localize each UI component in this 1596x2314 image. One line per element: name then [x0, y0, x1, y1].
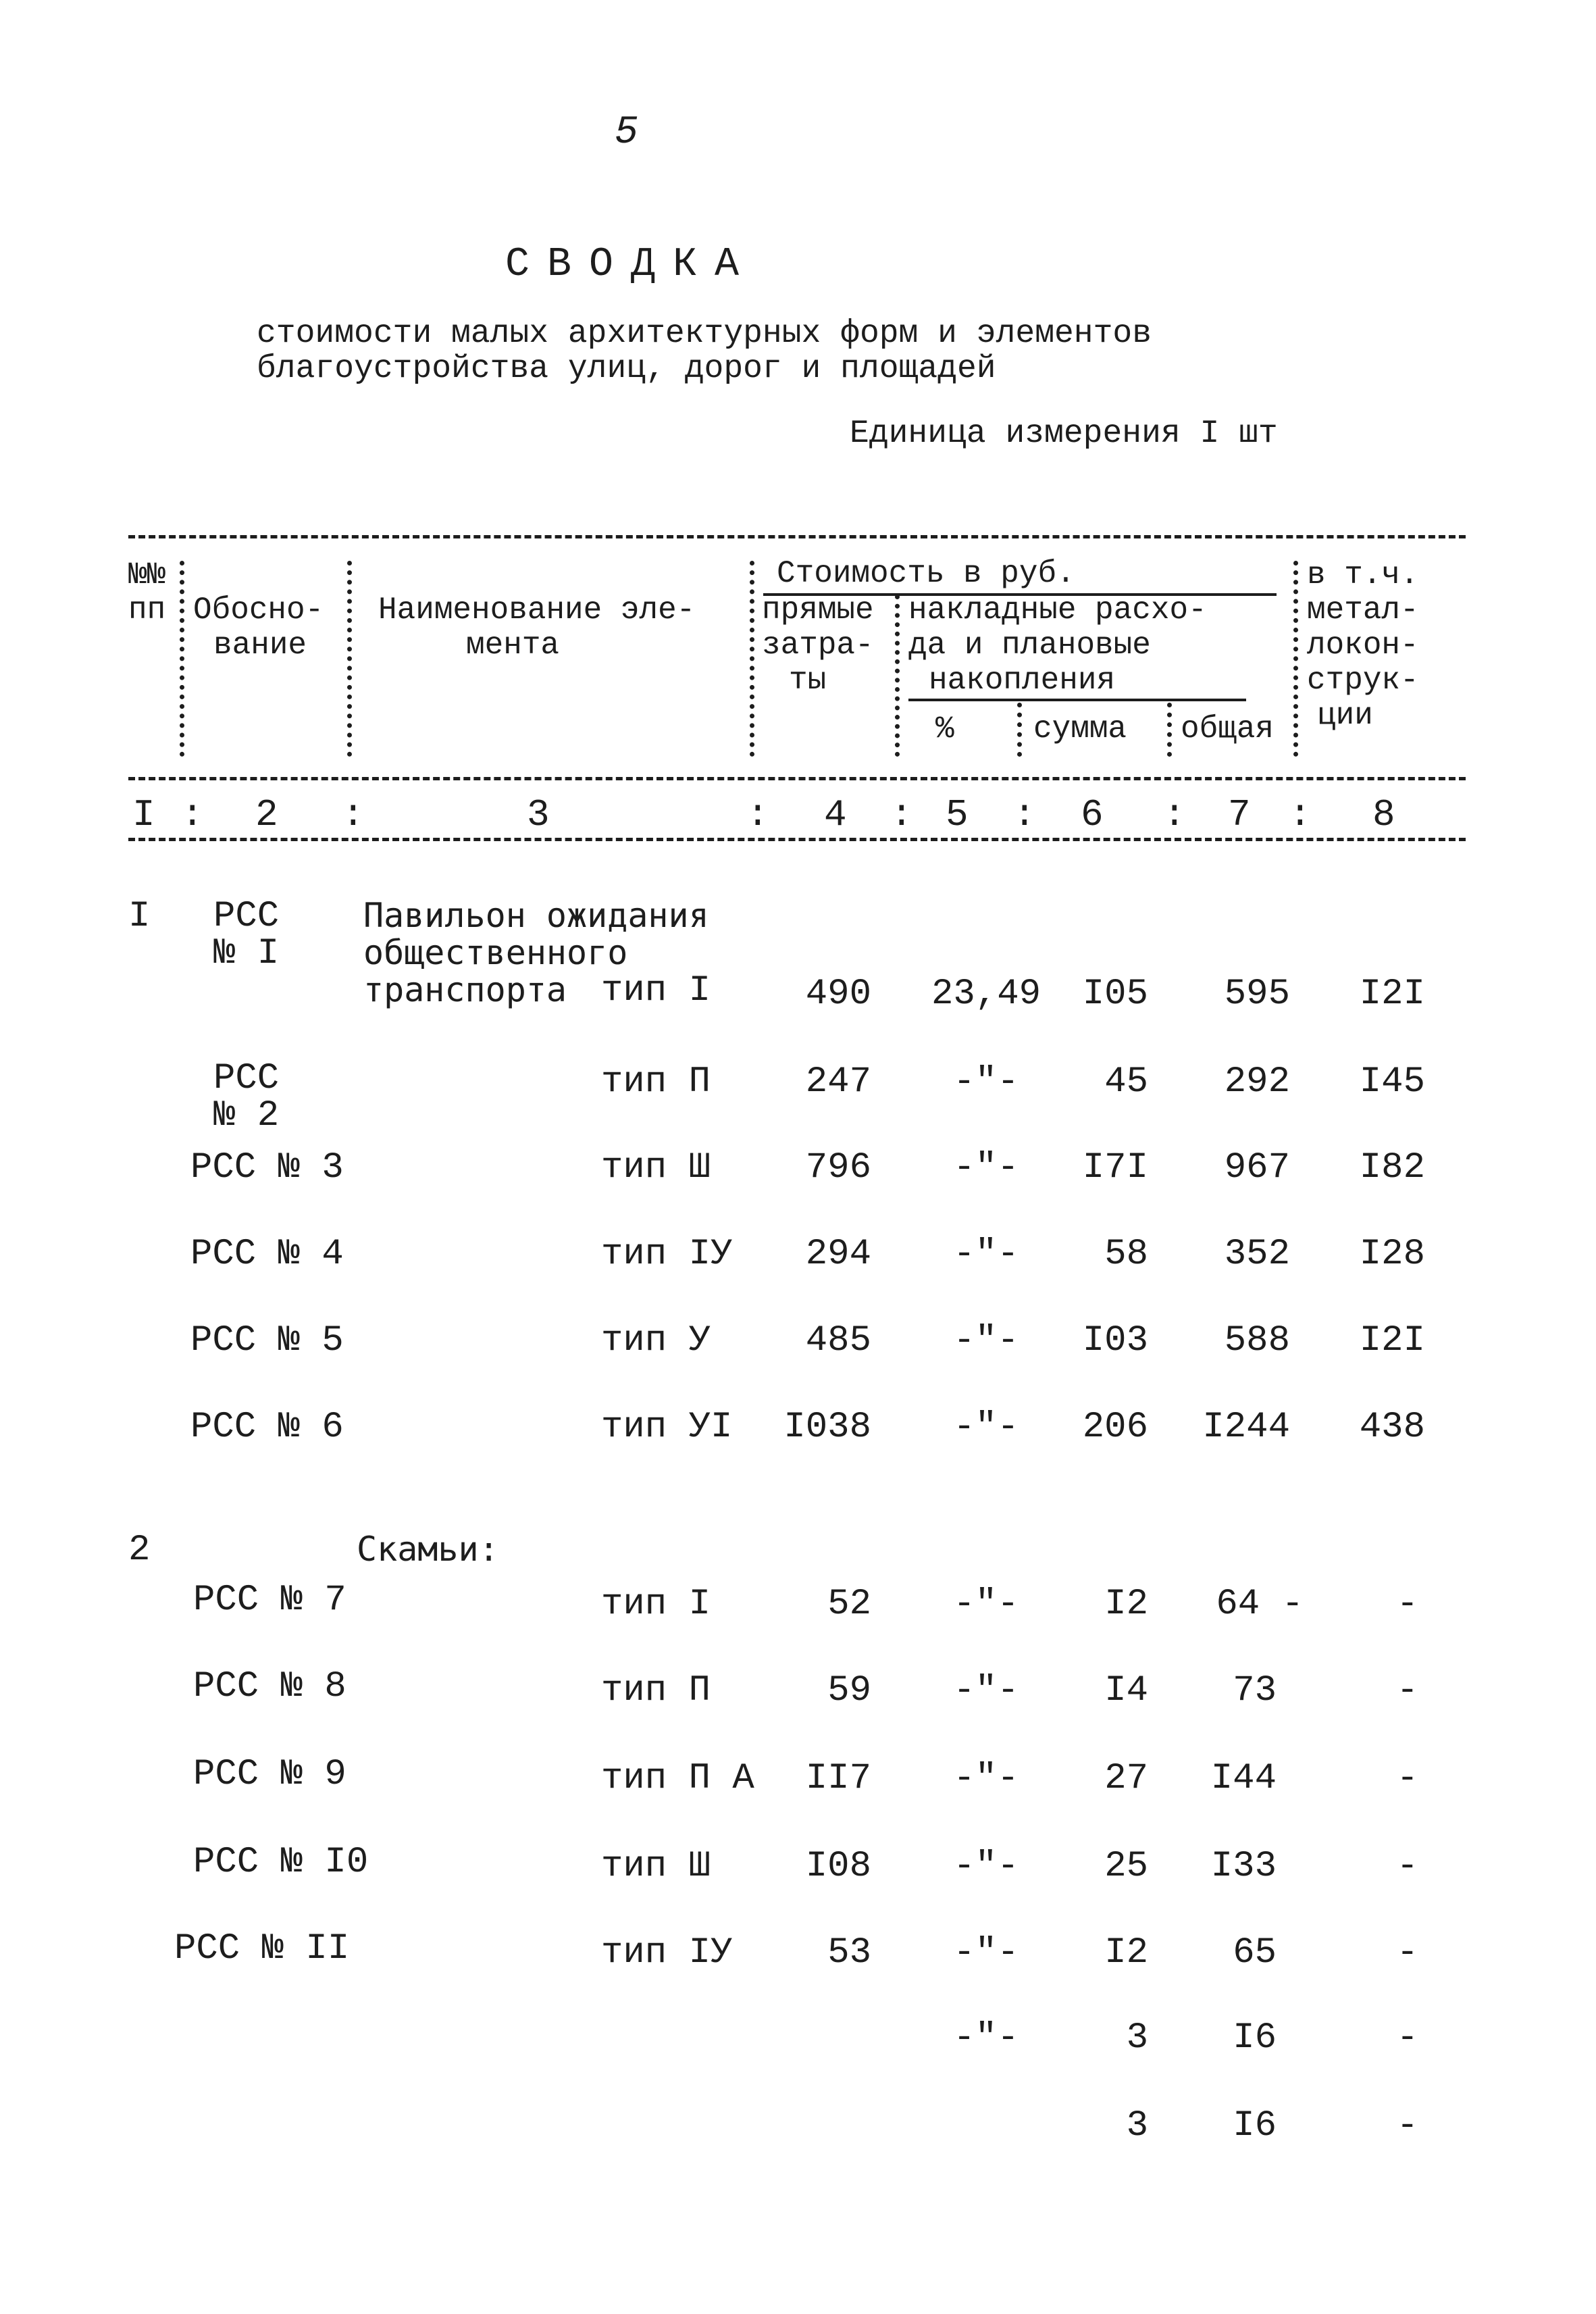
document-title: СВОДКА	[505, 242, 757, 288]
header-bottom-rule	[128, 777, 1466, 780]
section-name-line2: общественного	[363, 933, 628, 972]
row-percent: -"-	[953, 1061, 1019, 1103]
row-metal: -	[1396, 1670, 1418, 1711]
row-sum: 58	[1104, 1234, 1148, 1275]
row-sum: I2	[1104, 1584, 1148, 1625]
row-sum: I7I	[1082, 1147, 1148, 1188]
column-number: I	[132, 793, 155, 836]
row-total: 595	[1224, 974, 1290, 1015]
row-basis: № I	[213, 933, 280, 974]
row-percent: -"-	[953, 1670, 1019, 1711]
section-name-line1: Павильон ожидания	[363, 896, 709, 935]
column-number-separator: :	[1013, 793, 1036, 836]
row-total: I44	[1210, 1758, 1277, 1799]
row-basis: РСС № 9	[193, 1754, 346, 1795]
row-basis: РСС № 4	[190, 1234, 344, 1275]
row-metal: -	[1396, 2105, 1418, 2146]
row-direct-cost: 52	[827, 1584, 871, 1625]
row-basis: РСС № 3	[190, 1147, 344, 1188]
header-col1-line1: №№	[128, 557, 166, 593]
row-metal: -	[1396, 1758, 1418, 1799]
row-basis: РСС	[213, 1058, 280, 1099]
row-total: 64 -	[1216, 1584, 1304, 1625]
header-separator	[1017, 703, 1022, 757]
column-number-separator: :	[342, 793, 365, 836]
header-col8-line4: струк-	[1307, 663, 1419, 698]
row-total: 292	[1224, 1061, 1290, 1103]
header-cost-group: Стоимость в руб.	[777, 556, 1075, 591]
row-sum: I4	[1104, 1670, 1148, 1711]
header-col2-line1: Обосно-	[193, 593, 324, 628]
section-number: 2	[128, 1530, 151, 1571]
header-col2-line2: вание	[213, 628, 307, 663]
header-col6: сумма	[1033, 711, 1127, 747]
row-total: I33	[1210, 1846, 1277, 1887]
row-metal: 438	[1359, 1407, 1425, 1448]
unit-of-measure: Единица измерения I шт	[850, 416, 1278, 452]
row-type: тип УI	[601, 1407, 733, 1448]
row-type: тип I	[601, 970, 711, 1011]
row-type: тип П А	[601, 1758, 754, 1799]
row-type: тип I	[601, 1584, 711, 1625]
row-metal: -	[1396, 2017, 1418, 2059]
page-number: 5	[615, 111, 638, 155]
column-number-rule	[128, 838, 1466, 841]
header-col8-line1: в т.ч.	[1307, 557, 1419, 593]
section-name: Скамьи:	[357, 1530, 499, 1569]
row-metal: I2I	[1359, 1320, 1425, 1361]
subtitle-line-1: стоимости малых архитектурных форм и элементов	[257, 316, 1152, 352]
column-number: 7	[1228, 793, 1251, 836]
column-number-separator: :	[746, 793, 769, 836]
row-basis: РСС № II	[174, 1928, 350, 1969]
row-total: I6	[1233, 2105, 1277, 2146]
row-percent: -"-	[953, 2017, 1019, 2059]
column-number: 4	[824, 793, 847, 836]
header-col8-line2: метал-	[1307, 593, 1419, 628]
header-overhead-line2: да и плановые	[908, 628, 1151, 663]
row-sum: 45	[1104, 1061, 1148, 1103]
column-number: 5	[946, 793, 969, 836]
header-col4-line2: затра-	[762, 628, 874, 663]
row-total: 588	[1224, 1320, 1290, 1361]
row-sum: 3	[1126, 2017, 1148, 2059]
row-metal: -	[1396, 1846, 1418, 1887]
column-number-separator: :	[1289, 793, 1312, 836]
row-percent: -"-	[953, 1407, 1019, 1448]
section-number: I	[128, 896, 151, 937]
row-type: тип П	[601, 1061, 711, 1103]
row-type: тип IУ	[601, 1234, 733, 1275]
row-sum: 206	[1082, 1407, 1148, 1448]
row-type: тип П	[601, 1670, 711, 1711]
row-basis: РСС № 6	[190, 1407, 344, 1448]
row-percent: -"-	[953, 1932, 1019, 1973]
column-number: 8	[1372, 793, 1395, 836]
row-percent: -"-	[953, 1320, 1019, 1361]
row-percent: -"-	[953, 1758, 1019, 1799]
row-type: тип Ш	[601, 1846, 711, 1887]
header-col3-line2: мента	[466, 628, 560, 663]
row-metal: -	[1396, 1932, 1418, 1973]
row-sum: I2	[1104, 1932, 1148, 1973]
row-basis: РСС № 5	[190, 1320, 344, 1361]
row-direct-cost: 490	[805, 974, 871, 1015]
header-col3-line1: Наименование эле-	[378, 593, 696, 628]
row-total: I244	[1202, 1407, 1290, 1448]
header-separator	[895, 595, 900, 757]
row-direct-cost: I08	[805, 1846, 871, 1887]
header-col7: общая	[1181, 711, 1275, 747]
row-metal: I2I	[1359, 974, 1425, 1015]
row-direct-cost: II7	[805, 1758, 871, 1799]
row-sum: I05	[1082, 974, 1148, 1015]
row-direct-cost: I038	[783, 1407, 871, 1448]
row-sum: 27	[1104, 1758, 1148, 1799]
row-type: тип Ш	[601, 1147, 711, 1188]
row-direct-cost: 485	[805, 1320, 871, 1361]
header-separator	[347, 561, 352, 757]
row-metal: I28	[1359, 1234, 1425, 1275]
header-overhead-line1: накладные расхо-	[908, 593, 1207, 628]
column-number: 2	[255, 793, 278, 836]
row-total: I6	[1233, 2017, 1277, 2059]
row-total: 65	[1233, 1932, 1277, 1973]
row-direct-cost: 53	[827, 1932, 871, 1973]
header-col4-line1: прямые	[762, 593, 874, 628]
column-number: 6	[1081, 793, 1104, 836]
subtitle-line-2: благоустройства улиц, дорог и площадей	[257, 351, 996, 387]
header-col4-line3: ты	[789, 663, 827, 698]
row-percent: -"-	[953, 1584, 1019, 1625]
row-percent: -"-	[953, 1846, 1019, 1887]
row-percent: 23,49	[931, 974, 1041, 1015]
column-number-separator: :	[181, 793, 204, 836]
column-number-separator: :	[890, 793, 913, 836]
row-sum: 3	[1126, 2105, 1148, 2146]
row-basis: РСС № I0	[193, 1842, 369, 1883]
header-col1-line2: пп	[128, 593, 166, 628]
row-direct-cost: 59	[827, 1670, 871, 1711]
column-number-separator: :	[1163, 793, 1186, 836]
row-basis: № 2	[213, 1095, 280, 1136]
row-metal: I45	[1359, 1061, 1425, 1103]
column-number: 3	[527, 793, 550, 836]
row-basis: РСС № 7	[193, 1580, 346, 1621]
row-sum: I03	[1082, 1320, 1148, 1361]
overhead-group-underline	[908, 699, 1246, 701]
row-basis: РСС	[213, 896, 280, 937]
header-overhead-line3: накопления	[929, 663, 1116, 698]
row-total: 73	[1233, 1670, 1277, 1711]
row-direct-cost: 294	[805, 1234, 871, 1275]
row-percent: -"-	[953, 1147, 1019, 1188]
row-type: тип У	[601, 1320, 711, 1361]
header-separator	[1293, 561, 1298, 757]
header-top-rule	[128, 535, 1466, 538]
row-type: тип IУ	[601, 1932, 733, 1973]
row-total: 967	[1224, 1147, 1290, 1188]
header-col5: %	[935, 711, 954, 747]
header-separator	[1167, 703, 1172, 757]
row-direct-cost: 796	[805, 1147, 871, 1188]
row-sum: 25	[1104, 1846, 1148, 1887]
header-col8-line5: ции	[1317, 698, 1373, 733]
header-separator	[750, 561, 754, 757]
row-direct-cost: 247	[805, 1061, 871, 1103]
section-name-line3: транспорта	[363, 970, 567, 1009]
row-metal: -	[1396, 1584, 1418, 1625]
header-col8-line3: локон-	[1307, 628, 1419, 663]
row-basis: РСС № 8	[193, 1666, 346, 1707]
row-metal: I82	[1359, 1147, 1425, 1188]
header-separator	[180, 561, 184, 757]
row-total: 352	[1224, 1234, 1290, 1275]
row-percent: -"-	[953, 1234, 1019, 1275]
